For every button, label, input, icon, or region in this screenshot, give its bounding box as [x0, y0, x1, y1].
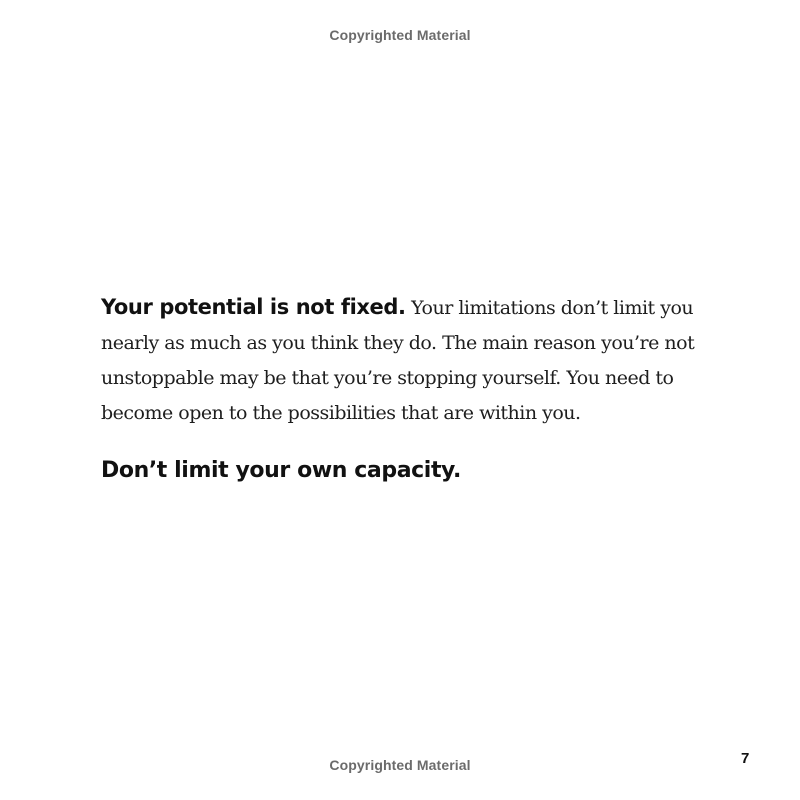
- main-paragraph: [101, 290, 701, 431]
- paragraph-text: Your limitations don’t limit you nearly as much as you think they do. The main reason you’re not unstoppable may be that you’re stopping yourself. You need to become open to the possibilities that are within you.: [101, 297, 695, 424]
- copyright-watermark-bottom: Copyrighted Material: [329, 757, 471, 773]
- lead-sentence: Your potential is not fixed.: [101, 295, 406, 319]
- copyright-watermark-top: Copyrighted Material: [329, 27, 471, 43]
- page-number: 7: [741, 750, 750, 767]
- body-text-block: [101, 290, 701, 431]
- closing-statement: Don’t limit your own capacity.: [101, 458, 461, 483]
